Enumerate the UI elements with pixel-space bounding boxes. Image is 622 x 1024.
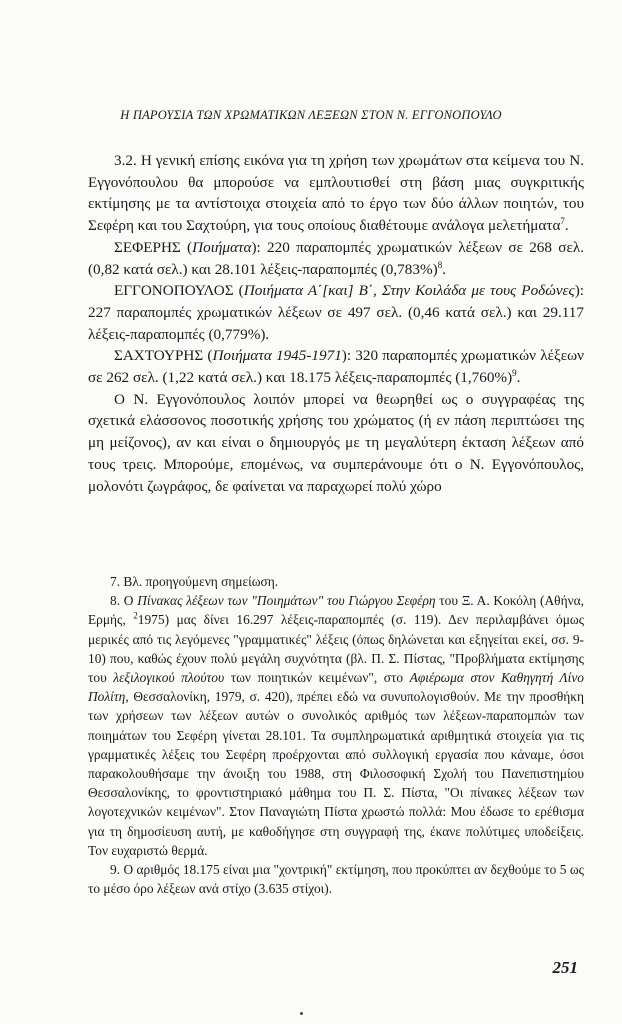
running-head: Η ΠΑΡΟΥΣΙΑ ΤΩΝ ΧΡΩΜΑΤΙΚΩΝ ΛΕΞΕΩΝ ΣΤΟΝ Ν. ΕΓΓΟΝΟΠΟΥΛΟ (120, 108, 502, 122)
work-title: Ποιήματα 1945-1971 (212, 347, 342, 365)
note-text: 1975) μας δίνει 16.297 λέξεις-παραπομπές (σ. 119). Δεν περιλαμβάνει όμως μερικές από τις λεγόμενες "γραμματικές" λέξεις (όπως δηλώνεται και εξηγείται εκεί, σσ. 9-10) που, καθώς έχουν πολύ μεγάλη συχνότητα (βλ. Π. Σ. Πίστας, "Προβλήματα εκτίμησης του (88, 612, 584, 686)
footnote-ref-8[interactable]: 8 (437, 259, 443, 270)
note-text: 8. Ο (110, 593, 138, 609)
paragraph-engonopoulos (88, 280, 584, 345)
note-italic: λεξιλογικού πλούτου (113, 670, 225, 686)
edition-sup: 2 (133, 610, 138, 621)
paragraph-text: ): 220 παραπομπές χρωματικών λέξεων σε 268 σελ. (0,82 κατά σελ.) και 28.101 λέξεις-παραπομπές (0,783%) (88, 238, 584, 278)
poet-name: ΣΑΧΤΟΥΡΗΣ ( (114, 347, 213, 365)
paragraph-conclusion: Ο Ν. Εγγονόπουλος λοιπόν μπορεί να θεωρηθεί ως ο συγγραφέας της σχετικά ελάσσονος ποσοτικής χρήσης του χρώματος (ή εν πάση περιπτώσει της μη μείζονος), αν και είναι ο δημιουργός με τη μεγαλύτερη έκταση λέξεων από τους τρεις. Μπορούμε, επομένως, να συμπεράνουμε ότι ο Ν. Εγγονόπουλος, μολονότι ζωγράφος, δε φαίνεται να παραχωρεί πολύ χώρο (88, 390, 584, 495)
paragraph-text: 3.2. Η γενική επίσης εικόνα για τη χρήση των χρωμάτων στα κείμενα του Ν. Εγγονόπουλου θα μπορούσε να εμπλουτισθεί στη βάση μιας συγκριτικής εκτίμησης με τα αντίστοιχα στοιχεία από το έργο των δύο άλλων ποιητών, του Σεφέρη και του Σαχτούρη, για τους οποίους διαθέτουμε ανάλογα μελετήματα (88, 152, 584, 235)
work-title: Ποιήματα Α΄[και] Β΄, Στην Κοιλάδα με τους Ροδώνες (243, 282, 575, 300)
footnote-ref-7[interactable]: 7 (560, 216, 565, 227)
note-text: του Ξ. Α. Κοκόλη (Αθήνα, Ερμής, (88, 593, 584, 628)
note-title: Αφιέρωμα στον Καθηγητή Λίνο Πολίτη (88, 670, 584, 705)
footnote-9: 9. Ο αριθμός 18.175 είναι μια "χοντρική" εκτίμηση, που προκύπτει αν δεχθούμε το 5 ως το μέσο όρο λέξεων ανά στίχο (3.635 στίχοι). (88, 862, 584, 897)
paragraph-text: ): 320 παραπομπές χρωματικών λέξεων σε 262 σελ. (1,22 κατά σελ.) και 18.175 λέξεις-παραπομπές (1,760%) (88, 347, 584, 387)
paragraph-punct: . (516, 369, 521, 387)
poet-name: ΕΓΓΟΝΟΠΟΥΛΟΣ ( (114, 282, 244, 300)
print-speck (300, 1012, 303, 1015)
paragraph-text: ): 227 παραπομπές χρωματικών λέξεων σε 497 σελ. (0,46 κατά σελ.) και 29.117 λέξεις-παραπομπές (0,779%). (88, 282, 584, 343)
body-text (88, 150, 584, 497)
poet-name: ΣΕΦΕΡΗΣ ( (114, 238, 193, 256)
paragraph-seferis (88, 237, 584, 280)
note-text: των ποιητικών κειμένων", στο (224, 670, 410, 686)
paragraph-punct: . (442, 260, 446, 278)
paragraph-punct: . (564, 217, 569, 235)
paragraph-3-2 (88, 150, 584, 237)
footnote-ref-9[interactable]: 9 (512, 367, 517, 378)
work-title: Ποιήματα (192, 238, 252, 256)
note-title: Πίνακας λέξεων των "Ποιημάτων" του Γιώργου Σεφέρη (137, 593, 436, 609)
paragraph-sachtouris (88, 345, 584, 388)
note-text: , Θεσσαλονίκη, 1979, σ. 420), πρέπει εδώ να συνυπολογισθούν. Με την προσθήκη των χρήσεων των λέξεων αυτών ο συνολικός αριθμός των λέξεων-παραπομπών των ποιημάτων του Σεφέρη γίνεται 28.101. Τα συμπληρωματικά αριθμητικά στοιχεία για τις γραμματικές λέξεις του Σεφέρη προέρχονται από συλλογική εργασία που κάναμε, όσοι παρακολουθήσαμε την άνοιξη του 1988, στη Φιλοσοφική Σχολή του Πανεπιστημίου Θεσσαλονίκης, το φροντιστηριακό μάθημα του Π. Σ. Πίστα, "Οι πίνακες λέξεων των λογοτεχνικών κειμένων". Στον Παναγιώτη Πίστα χρωστώ πολλά: Μου έδωσε το ερέθισμα για τη δημοσίευση αυτή, με καθοδήγησε στη συγγραφή της, έκανε πολύτιμες υποδείξεις. Τον ευχαριστώ θερμά. (88, 689, 584, 858)
footnotes (88, 572, 584, 898)
footnote-7: 7. Βλ. προηγούμενη σημείωση. (110, 574, 279, 589)
footnote-8 (88, 591, 584, 860)
page-number: 251 (552, 958, 578, 977)
